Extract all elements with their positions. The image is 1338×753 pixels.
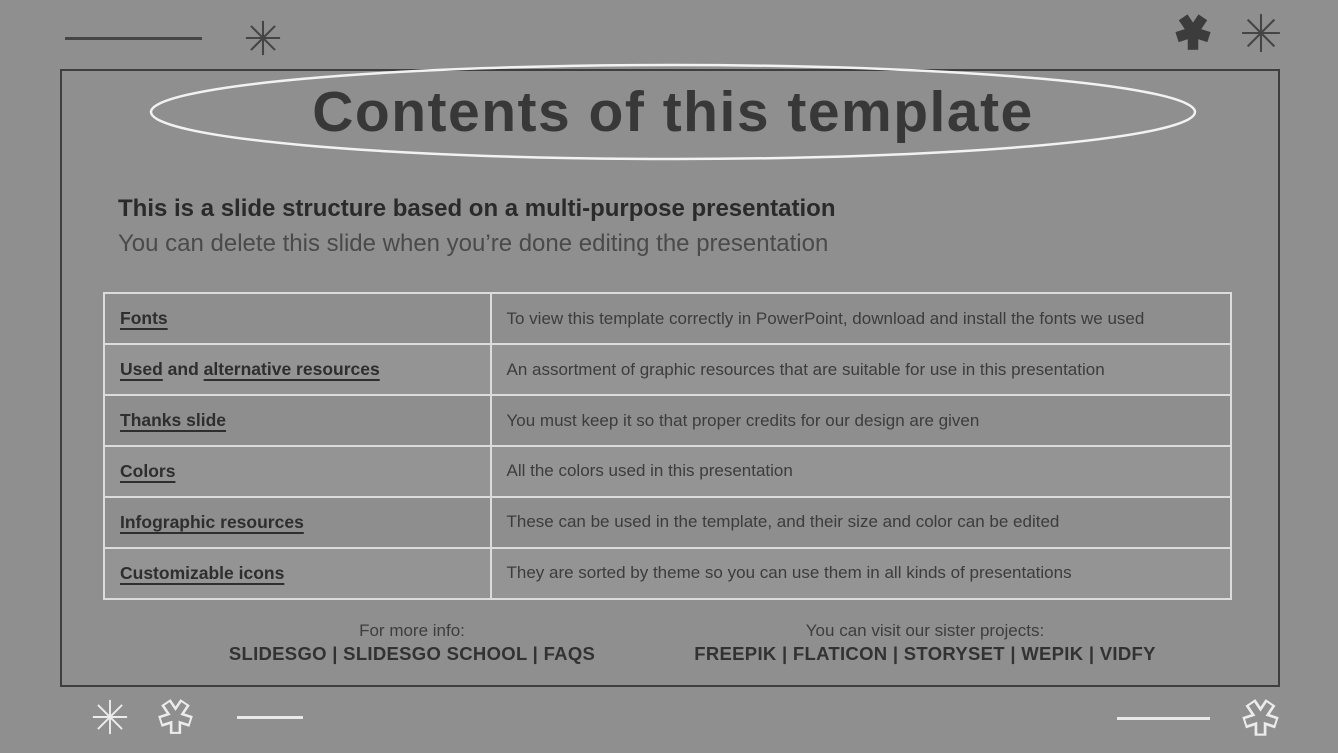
footer-slidesgo-links[interactable]: SLIDESGO | SLIDESGO SCHOOL | FAQS xyxy=(228,643,596,664)
footer-sister-projects-links[interactable]: FREEPIK | FLATICON | STORYSET | WEPIK | VIDFY xyxy=(694,643,1156,664)
intro-heading: This is a slide structure based on a multi-purpose presentation xyxy=(118,195,836,222)
link-alternative-resources[interactable]: alternative resources xyxy=(203,359,380,380)
footer-more-info-label: For more info: xyxy=(359,621,465,640)
table-description-cell: To view this template correctly in PowerPoint, download and install the fonts we used xyxy=(492,294,1231,343)
footer-more-info xyxy=(202,620,622,666)
link-fonts[interactable]: Fonts xyxy=(120,308,168,329)
bottom-right-outline-asterisk-icon xyxy=(1239,697,1282,740)
top-right-asterisk-icon xyxy=(1240,12,1282,54)
intro-block xyxy=(118,192,835,262)
top-left-line xyxy=(65,37,202,40)
page-title: Contents of this template xyxy=(312,80,1034,144)
bottom-left-line xyxy=(237,716,303,719)
bottom-left-asterisk-icon xyxy=(91,698,129,736)
table-description-cell: These can be used in the template, and their size and color can be edited xyxy=(492,498,1231,547)
table-link-cell[interactable] xyxy=(105,498,490,547)
table-description-cell: An assortment of graphic resources that are suitable for use in this presentation xyxy=(492,345,1231,394)
bottom-left-outline-asterisk-icon xyxy=(155,697,196,738)
link-used-resources[interactable]: Used xyxy=(120,359,163,380)
table-description-cell: They are sorted by theme so you can use them in all kinds of presentations xyxy=(492,549,1231,598)
top-left-asterisk-icon xyxy=(244,19,282,57)
table-link-cell[interactable] xyxy=(105,447,490,496)
footer-sister-projects xyxy=(650,620,1200,666)
top-right-heavy-asterisk-icon xyxy=(1172,12,1214,54)
table-link-cell[interactable]: Used and alternative resources xyxy=(105,345,490,394)
link-colors[interactable]: Colors xyxy=(120,460,176,481)
table-link-cell[interactable] xyxy=(105,396,490,445)
link-thanks-slide[interactable]: Thanks slide xyxy=(120,410,227,431)
link-infographic-resources[interactable]: Infographic resources xyxy=(120,511,304,532)
table-link-cell[interactable] xyxy=(105,549,490,598)
intro-subheading: You can delete this slide when you’re done editing the presentation xyxy=(118,230,829,257)
title-block xyxy=(148,62,1198,162)
table-description-cell: You must keep it so that proper credits for our design are given xyxy=(492,396,1231,445)
contents-table xyxy=(103,292,1232,600)
footer-sister-projects-label: You can visit our sister projects: xyxy=(805,621,1045,640)
link-customizable-icons[interactable]: Customizable icons xyxy=(120,562,285,583)
table-link-cell[interactable] xyxy=(105,294,490,343)
table-description-cell: All the colors used in this presentation xyxy=(492,447,1231,496)
bottom-right-line xyxy=(1117,717,1210,720)
